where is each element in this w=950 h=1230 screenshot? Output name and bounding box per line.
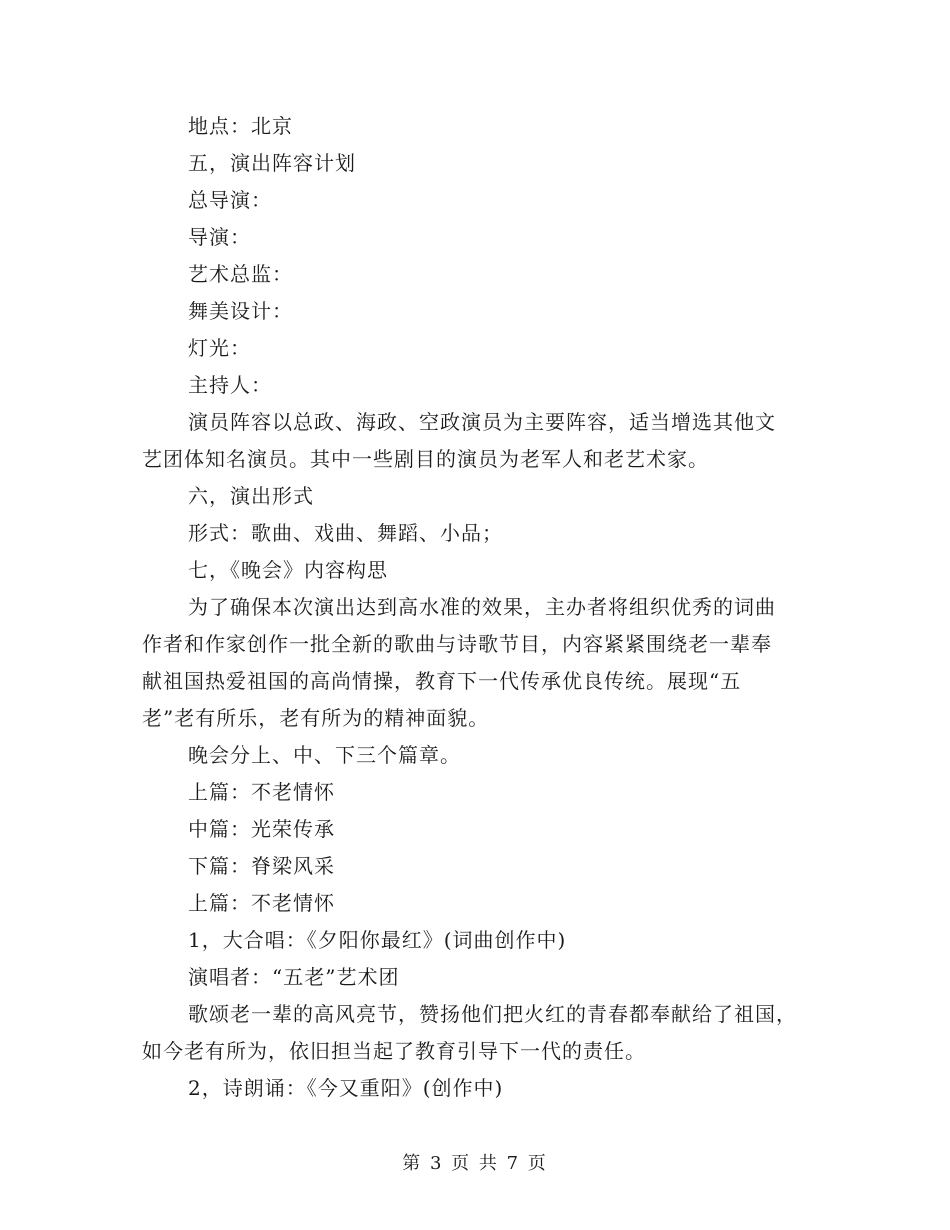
program-item: 2，诗朗诵：《今又重阳》(创作中) xyxy=(188,1076,504,1100)
section-heading: 五，演出阵容计划 xyxy=(188,151,356,175)
text-line: 晚会分上、中、下三个篇章。 xyxy=(188,743,461,767)
text-line: 导演： xyxy=(188,225,251,249)
paragraph-line: 为了确保本次演出达到高水准的效果，主办者将组织优秀的词曲 xyxy=(188,595,776,619)
section-heading: 七，《晚会》内容构思 xyxy=(188,558,388,582)
chapter-line: 上篇：不老情怀 xyxy=(188,780,335,804)
page-number-footer: 第 3 页 共 7 页 xyxy=(402,1153,548,1174)
chapter-line: 中篇：光荣传承 xyxy=(188,817,335,841)
location-line: 地点：北京 xyxy=(188,114,293,138)
section-heading: 六，演出形式 xyxy=(188,484,314,508)
chapter-line: 上篇：不老情怀 xyxy=(188,891,335,915)
paragraph-line: 歌颂老一辈的高风亮节，赞扬他们把火红的青春都奉献给了祖国， xyxy=(188,1002,797,1026)
paragraph-line: 作者和作家创作一批全新的歌曲与诗歌节目，内容紧紧围绕老一辈奉 xyxy=(142,632,772,656)
chapter-line: 下篇：脊梁风采 xyxy=(188,854,335,878)
performer-line: 演唱者：“五老”艺术团 xyxy=(188,965,400,989)
paragraph-line: 演员阵容以总政、海政、空政演员为主要阵容，适当增选其他文 xyxy=(188,410,776,434)
document-body xyxy=(142,108,822,1107)
program-item: 1，大合唱：《夕阳你最红》(词曲创作中) xyxy=(188,928,567,952)
text-line: 舞美设计： xyxy=(188,299,293,323)
text-line: 总导演： xyxy=(188,188,272,212)
text-line: 艺术总监： xyxy=(188,262,293,286)
text-line: 形式：歌曲、戏曲、舞蹈、小品； xyxy=(188,521,503,545)
text-line: 灯光： xyxy=(188,336,251,360)
paragraph-line: 献祖国热爱祖国的高尚情操，教育下一代传承优良传统。展现“五 xyxy=(142,669,742,693)
paragraph-line: 老”老有所乐，老有所为的精神面貌。 xyxy=(142,706,490,730)
text-line: 主持人： xyxy=(188,373,272,397)
paragraph-line: 如今老有所为，依旧担当起了教育引导下一代的责任。 xyxy=(142,1039,646,1063)
paragraph-line: 艺团体知名演员。其中一些剧目的演员为老军人和老艺术家。 xyxy=(142,447,709,471)
